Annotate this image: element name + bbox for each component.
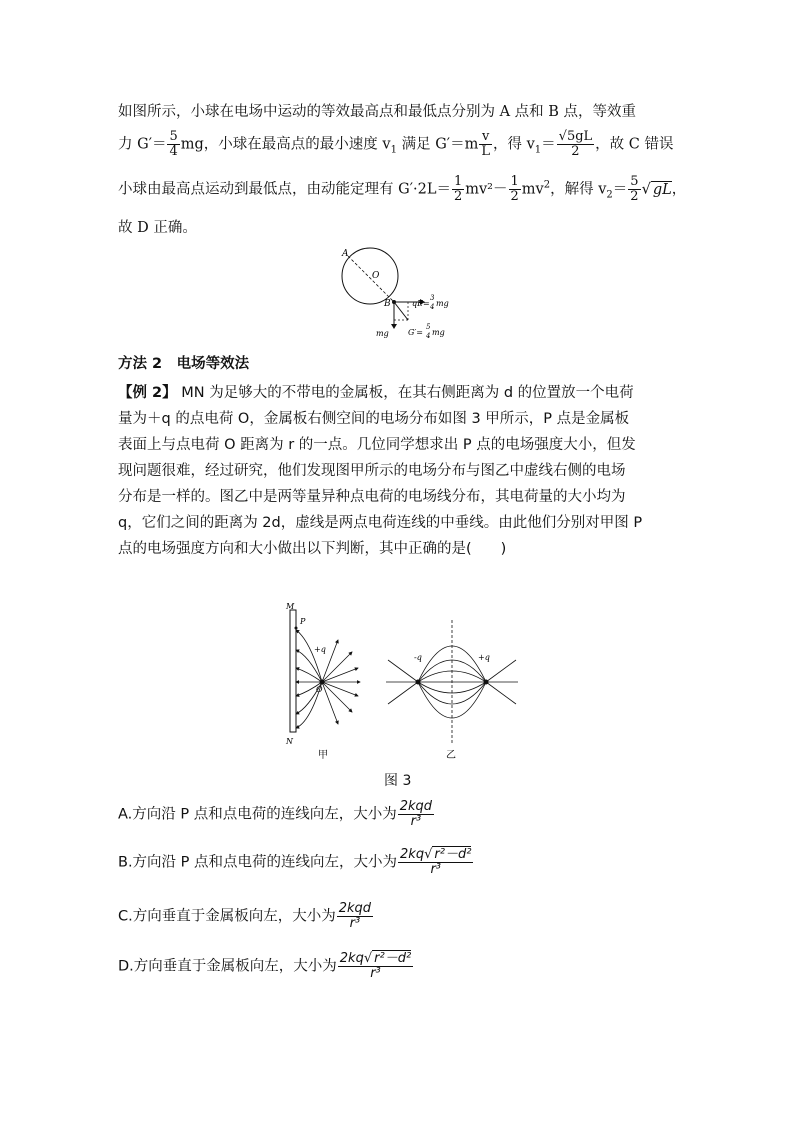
figure-3 [280, 600, 520, 762]
example-line-6: q，它们之间的距离为 2d，虚线是两点电荷连线的中垂线。由此他们分别对甲图 P [118, 515, 643, 531]
example-line-2: 量为＋q 的点电荷 O，金属板右侧空间的电场分布如图 3 甲所示，P 点是金属板 [118, 411, 630, 427]
option-b-fraction [398, 848, 473, 877]
text: 小球由最高点运动到最低点，由动能定理有 G′·2L＝ [118, 181, 451, 198]
option-a-text: A.方向沿 P 点和点电荷的连线向左，大小为 [118, 806, 397, 823]
text: mv²－ [465, 181, 508, 198]
fraction-v1 [557, 130, 595, 159]
solution-line-2: 力 G′＝ $\frac{5}{4}$ mg，小球在最高点的最小速度 $v_1$ 满足 G′＝m $\frac{v}{L}$ ，得 $v_1=$ $\frac{√5gL}{2}$ ，故 C 错误 [118, 129, 674, 159]
option-d [118, 952, 414, 981]
label-o: O [372, 271, 380, 281]
figure-caption: 图 3 [384, 773, 412, 789]
example-line-4: 现问题很难，经过研究，他们发现图甲所示的电场分布与图乙中虚线右侧的电场 [118, 463, 626, 479]
point-p [295, 627, 298, 630]
frac-num: 5 [169, 129, 178, 144]
option-a [118, 800, 435, 829]
label-a: A [342, 249, 349, 259]
text: ， [671, 181, 687, 198]
num-pre: 2kq [339, 951, 364, 966]
sqrt-gl: gL [652, 181, 672, 198]
label-qe-den: 4 [430, 303, 435, 311]
circle-diagram [330, 246, 470, 346]
label-qe-unit: mg [436, 299, 449, 308]
label-g-unit: mg [432, 328, 445, 337]
fraction-g [167, 130, 179, 159]
label-n: N [286, 737, 293, 746]
text: 满足 G′＝m [396, 136, 479, 153]
frac-den: r³ [398, 862, 473, 877]
frac-num: 1 [453, 174, 463, 189]
frac-num: 2kqd [338, 901, 372, 916]
text: mg，小球在最高点的最小速度 v [180, 136, 391, 153]
option-a-fraction [398, 800, 434, 829]
fraction-v [479, 130, 492, 159]
frac-num: 5 [630, 174, 639, 189]
g-arrow [394, 302, 408, 320]
frac-den: 4 [169, 144, 178, 159]
label-yi: 乙 [446, 750, 456, 761]
frac-num: 2kqd [399, 799, 433, 814]
label-o: O [316, 685, 323, 694]
label-p: P [300, 617, 306, 626]
label-mg: mg [376, 329, 389, 338]
solution-line-4: 故 D 正确。 [118, 220, 197, 236]
method-heading: 方法 2 电场等效法 [118, 356, 250, 372]
solution-line-1: 如图所示，小球在电场中运动的等效最高点和最低点分别为 A 点和 B 点，等效重 [118, 104, 637, 120]
solution-line-3: 小球由最高点运动到最低点，由动能定理有 G′·2L＝ $\frac{1}{2}$ mv²－ $\frac{1}{2}$ $mv^2$，解得 $v_2=$ $\frac{5}{2}$ √ gL， [118, 174, 687, 204]
text: ，故 C 错误 [595, 136, 674, 153]
example-line-5: 分布是一样的。图乙中是两等量异种点电荷的电场线分布，其电荷量的大小均为 [118, 489, 626, 505]
label-qe: qE= [412, 299, 430, 308]
num-rad: r²－d² [374, 951, 412, 966]
ball-b [392, 300, 396, 304]
label-minus-q: -q [414, 653, 422, 662]
text: ，解得 v [550, 181, 607, 198]
option-b-text: B.方向沿 P 点和点电荷的连线向左，大小为 [118, 854, 398, 871]
frac-den: r³ [338, 966, 413, 981]
frac-den: 2 [630, 189, 639, 204]
text: MN 为足够大的不带电的金属板，在其右侧距离为 d 的位置放一个电荷 [176, 385, 634, 401]
label-g: G′= [408, 328, 423, 337]
diameter-dashed [348, 256, 394, 302]
frac-den: 2 [557, 144, 595, 159]
frac-num: √5gL [558, 129, 593, 144]
frac-num: 2kq√ r²－d² [339, 951, 412, 966]
fraction-v2 [628, 175, 640, 204]
example-line-7: 点的电场强度方向和大小做出以下判断，其中正确的是( ) [118, 541, 507, 557]
label-g-num: 5 [426, 323, 431, 331]
frac-den: 2 [453, 189, 463, 204]
num-rad: r²－d² [434, 847, 472, 862]
frac-den: 2 [510, 189, 519, 204]
num-pre: 2kq [400, 847, 425, 862]
frac-num: 2kq√ r²－d² [400, 847, 472, 862]
option-b [118, 848, 474, 877]
example-line-3: 表面上与点电荷 O 距离为 r 的一点。几位同学想求出 P 点的电场强度大小，但发 [118, 437, 636, 453]
label-plus-q-2: +q [478, 653, 490, 662]
option-c-text: C.方向垂直于金属板向左，大小为 [118, 908, 336, 925]
label-qe-num: 3 [430, 294, 435, 302]
text: mv [521, 181, 544, 198]
mg-arrowhead [391, 324, 397, 329]
label-plus-q-1: +q [314, 645, 326, 654]
example-tag: 【例 2】 [118, 385, 177, 401]
text: ，得 v [492, 136, 535, 153]
frac-den: r³ [337, 916, 373, 931]
frac-den: L [481, 144, 490, 159]
label-g-den: 4 [426, 332, 431, 340]
frac-num: 1 [510, 174, 519, 189]
option-d-fraction [338, 952, 413, 981]
example-line-1 [118, 380, 688, 406]
label-m: M [286, 602, 295, 611]
example-block [118, 380, 688, 562]
option-d-text: D.方向垂直于金属板向左，大小为 [118, 958, 337, 975]
frac-den: r³ [398, 814, 434, 829]
label-b: B [384, 299, 391, 309]
option-c-fraction [337, 902, 373, 931]
option-c [118, 902, 374, 931]
frac-num: v [481, 129, 490, 144]
fraction-half-1 [452, 175, 464, 204]
label-jia: 甲 [318, 750, 328, 761]
text: 力 G′＝ [118, 136, 167, 153]
field-lines-jia [296, 630, 360, 728]
circle-track [342, 248, 398, 304]
fraction-half-2 [509, 175, 521, 204]
